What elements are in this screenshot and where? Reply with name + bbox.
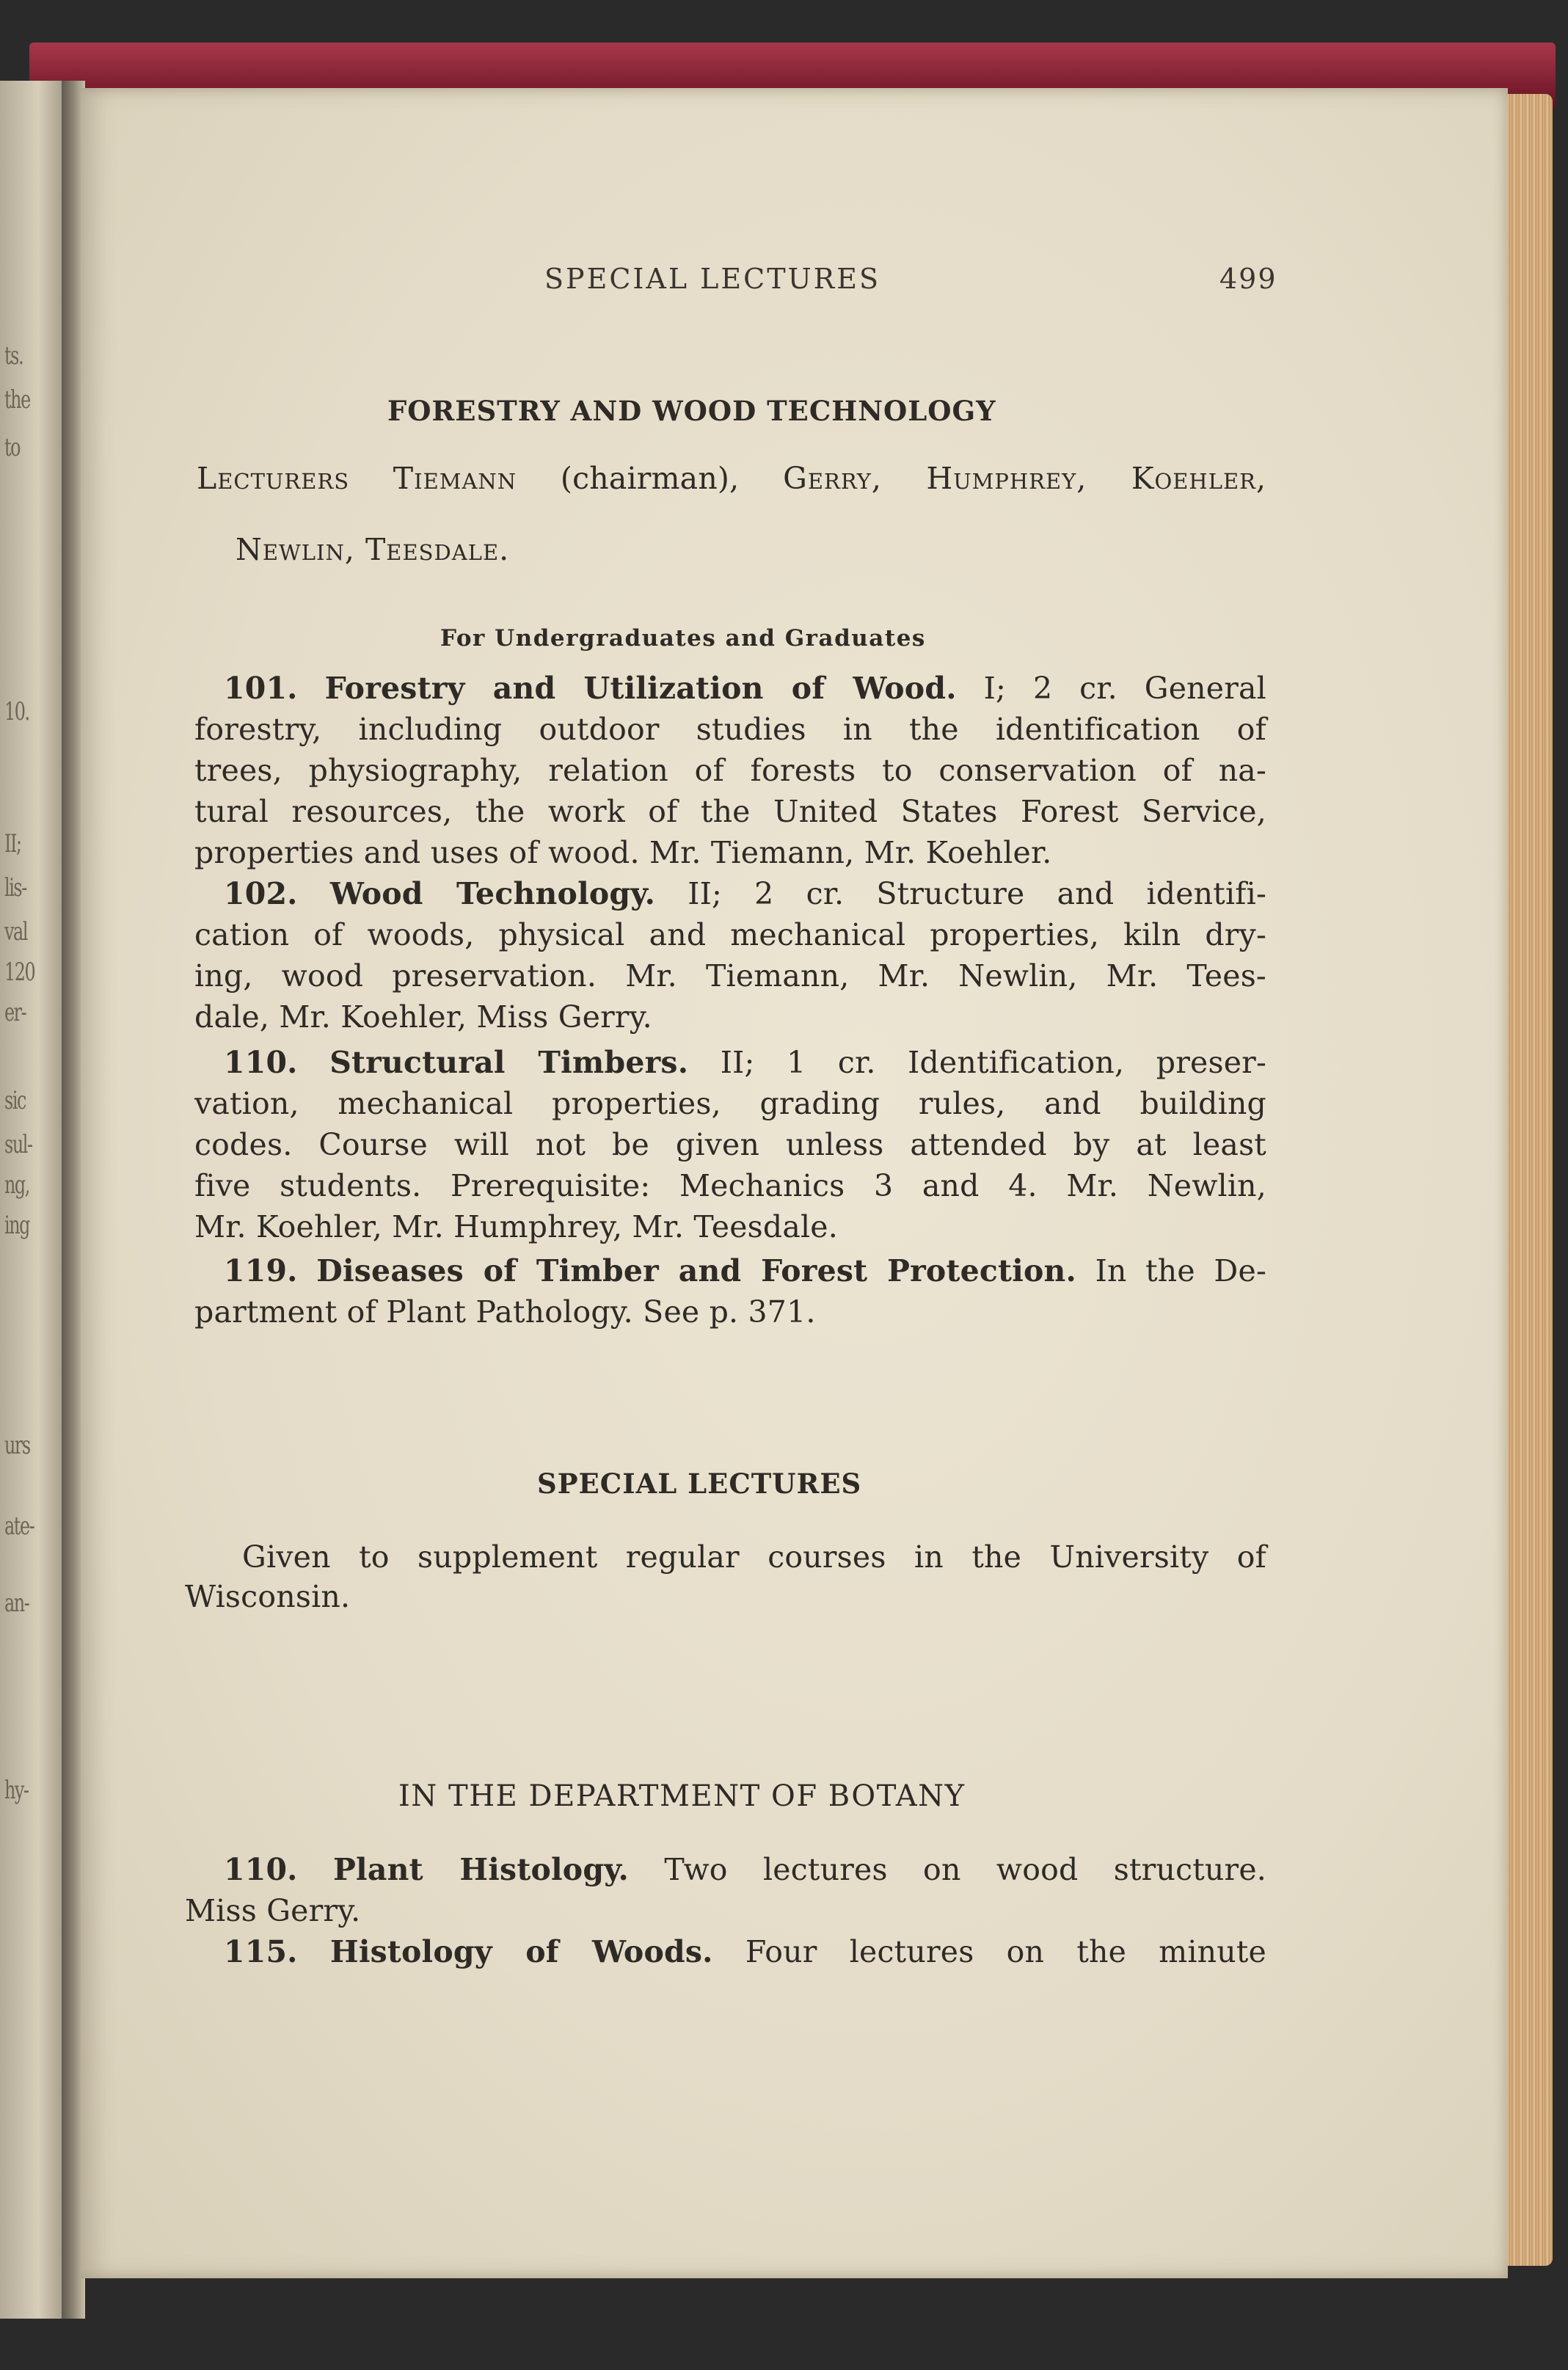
course-title: Structural Timbers. xyxy=(329,1045,689,1080)
course-number: 119. xyxy=(224,1253,298,1288)
course-102-first-line xyxy=(224,876,1266,911)
bleed-text: sul- xyxy=(4,1130,32,1159)
course-119-line: partment of Plant Pathology. See p. 371. xyxy=(194,1294,816,1330)
bleed-text: 120 xyxy=(4,958,35,987)
bleed-text: val xyxy=(4,917,28,947)
bleed-text: an- xyxy=(4,1589,29,1618)
course-110-line: five students. Prerequisite: Mechanics 3 and 4. Mr. Newlin, xyxy=(194,1168,1266,1203)
course-title: Diseases of Timber and Forest Protection. xyxy=(316,1253,1076,1288)
lecturer-chairman: Tiemann xyxy=(393,461,517,496)
bleed-text: lis- xyxy=(4,873,26,903)
course-text: Four lectures on the minute xyxy=(745,1934,1267,1969)
lecturers-label: Lecturers xyxy=(197,461,350,496)
special-lectures-intro: Wisconsin. xyxy=(185,1579,351,1614)
course-text: II; 2 cr. Structure and identifi- xyxy=(688,876,1266,911)
botany-course-115-first-line xyxy=(224,1934,1267,1969)
page-number: 499 xyxy=(1219,263,1277,295)
course-number: 110. xyxy=(224,1045,298,1080)
course-title: Wood Technology. xyxy=(329,876,656,911)
bleed-text: ng, xyxy=(4,1170,29,1200)
bleed-text: sic xyxy=(4,1086,26,1115)
course-101-line: forestry, including outdoor studies in the identification of xyxy=(194,712,1266,747)
course-101-line: trees, physiography, relation of forests to conservation of na- xyxy=(194,753,1266,788)
course-number: 110. xyxy=(224,1852,298,1887)
course-102-line: cation of woods, physical and mechanical properties, kiln dry- xyxy=(194,917,1266,952)
sub-heading-undergraduates: For Undergraduates and Graduates xyxy=(440,625,926,652)
course-101-line: properties and uses of wood. Mr. Tiemann, Mr. Koehler. xyxy=(194,835,1052,870)
course-number: 102. xyxy=(224,876,298,911)
lecturer-names: Newlin, Teesdale. xyxy=(235,532,510,567)
botany-course-110-line: Miss Gerry. xyxy=(185,1893,361,1928)
section-heading-botany: IN THE DEPARTMENT OF BOTANY xyxy=(398,1779,966,1813)
bleed-text: to xyxy=(4,433,21,462)
bleed-text: 10. xyxy=(4,697,29,726)
course-102-line: dale, Mr. Koehler, Miss Gerry. xyxy=(194,999,652,1035)
course-text: II; 1 cr. Identification, preser- xyxy=(720,1045,1267,1080)
course-102-line: ing, wood preservation. Mr. Tiemann, Mr. Newlin, Mr. Tees- xyxy=(194,958,1266,993)
chairman-note: (chairman), xyxy=(560,461,740,496)
bleed-text: hy- xyxy=(4,1776,29,1805)
course-title: Forestry and Utilization of Wood. xyxy=(324,671,957,706)
course-101-line: tural resources, the work of the United States Forest Service, xyxy=(194,794,1266,829)
course-title: Plant Histology. xyxy=(333,1852,630,1887)
bleed-text: II; xyxy=(4,829,21,858)
bleed-text: the xyxy=(4,385,30,415)
bleed-text: urs xyxy=(4,1431,30,1460)
course-110-line: Mr. Koehler, Mr. Humphrey, Mr. Teesdale. xyxy=(194,1209,839,1244)
bleed-text: er- xyxy=(4,998,26,1027)
course-text: I; 2 cr. General xyxy=(983,671,1266,706)
bleed-text: ing xyxy=(4,1211,29,1240)
course-101-first-line xyxy=(224,671,1266,706)
course-text: In the De- xyxy=(1095,1253,1267,1288)
lecturer-names: Gerry, Humphrey, Koehler, xyxy=(783,461,1267,496)
course-110-line: vation, mechanical properties, grading rules, and building xyxy=(194,1086,1266,1121)
course-110-line: codes. Course will not be given unless attended by at least xyxy=(194,1127,1266,1162)
lecturers-line-2 xyxy=(197,505,509,595)
lecturers-line-1 xyxy=(197,461,1267,496)
botany-course-110-first-line xyxy=(224,1852,1267,1887)
bleed-text: ate- xyxy=(4,1512,34,1541)
course-110-first-line xyxy=(224,1045,1267,1080)
bleed-text: ts. xyxy=(4,341,23,371)
section-heading-forestry: FORESTRY AND WOOD TECHNOLOGY xyxy=(387,395,996,427)
course-number: 101. xyxy=(224,671,298,706)
special-lectures-intro: Given to supplement regular courses in the University of xyxy=(242,1539,1266,1575)
course-119-first-line xyxy=(224,1253,1267,1288)
course-text: Two lectures on wood structure. xyxy=(664,1852,1267,1887)
left-page-strip xyxy=(0,81,70,2319)
course-number: 115. xyxy=(224,1934,298,1969)
section-heading-special-lectures: SPECIAL LECTURES xyxy=(537,1467,862,1500)
running-head: SPECIAL LECTURES xyxy=(544,263,880,295)
course-title: Histology of Woods. xyxy=(329,1934,713,1969)
